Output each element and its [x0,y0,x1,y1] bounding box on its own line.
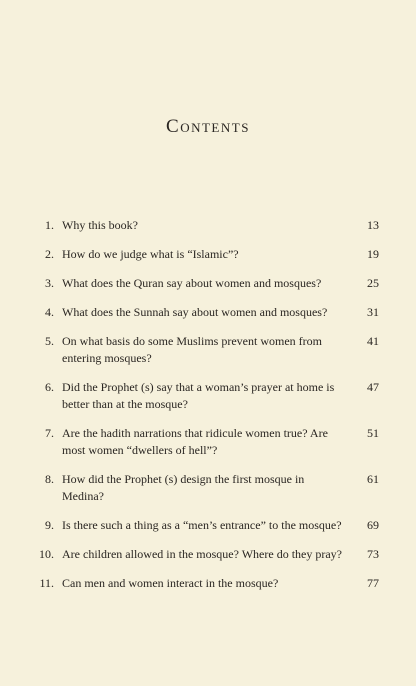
entry-title: How do we judge what is “Islamic”? [62,247,239,261]
entry-title: Are children allowed in the mosque? Where do they pray? [62,547,343,561]
entry-page-number: 69 [367,518,379,532]
entry-number: 1. [45,218,54,232]
entry-page-number: 47 [367,380,379,394]
toc-entry-10 [36,546,379,563]
entry-number: 2. [45,247,54,261]
toc-entry-9 [36,517,379,534]
table-of-contents [36,217,379,604]
toc-entry-3 [36,275,379,292]
entry-page-number: 51 [367,426,379,440]
entry-number: 4. [45,305,54,319]
entry-page-number: 25 [367,276,379,290]
entry-number: 3. [45,276,54,290]
entry-number: 7. [45,426,54,440]
entry-title: Can men and women interact in the mosque? [62,576,279,590]
entry-page-number: 13 [367,218,379,232]
toc-entry-4 [36,304,379,321]
entry-number: 5. [45,334,54,348]
toc-entry-11 [36,575,379,592]
entry-page-number: 77 [367,576,379,590]
entry-page-number: 31 [367,305,379,319]
entry-title: What does the Quran say about women and mosques? [62,276,322,290]
entry-number: 10. [39,547,54,561]
entry-title: What does the Sunnah say about women and mosques? [62,305,328,319]
entry-title: Why this book? [62,218,138,232]
toc-entry-2 [36,246,379,263]
entry-title: Are the hadith narrations that ridicule women true? Are most women “dwellers of hell”? [62,426,328,457]
toc-entry-6 [36,379,379,413]
toc-entry-5 [36,333,379,367]
entry-number: 9. [45,518,54,532]
entry-number: 6. [45,380,54,394]
contents-heading: Contents [166,116,250,137]
entry-title: On what basis do some Muslims prevent women from entering mosques? [62,334,322,365]
toc-entry-7 [36,425,379,459]
toc-entry-1 [36,217,379,234]
entry-title: How did the Prophet (s) design the first mosque in Medina? [62,472,305,503]
entry-page-number: 19 [367,247,379,261]
entry-title: Is there such a thing as a “men’s entrance” to the mosque? [62,518,342,532]
entry-title: Did the Prophet (s) say that a woman’s prayer at home is better than at the mosque? [62,380,335,411]
entry-page-number: 73 [367,547,379,561]
entry-number: 11. [39,576,54,590]
entry-page-number: 61 [367,472,379,486]
entry-number: 8. [45,472,54,486]
toc-entry-8 [36,471,379,505]
entry-page-number: 41 [367,334,379,348]
